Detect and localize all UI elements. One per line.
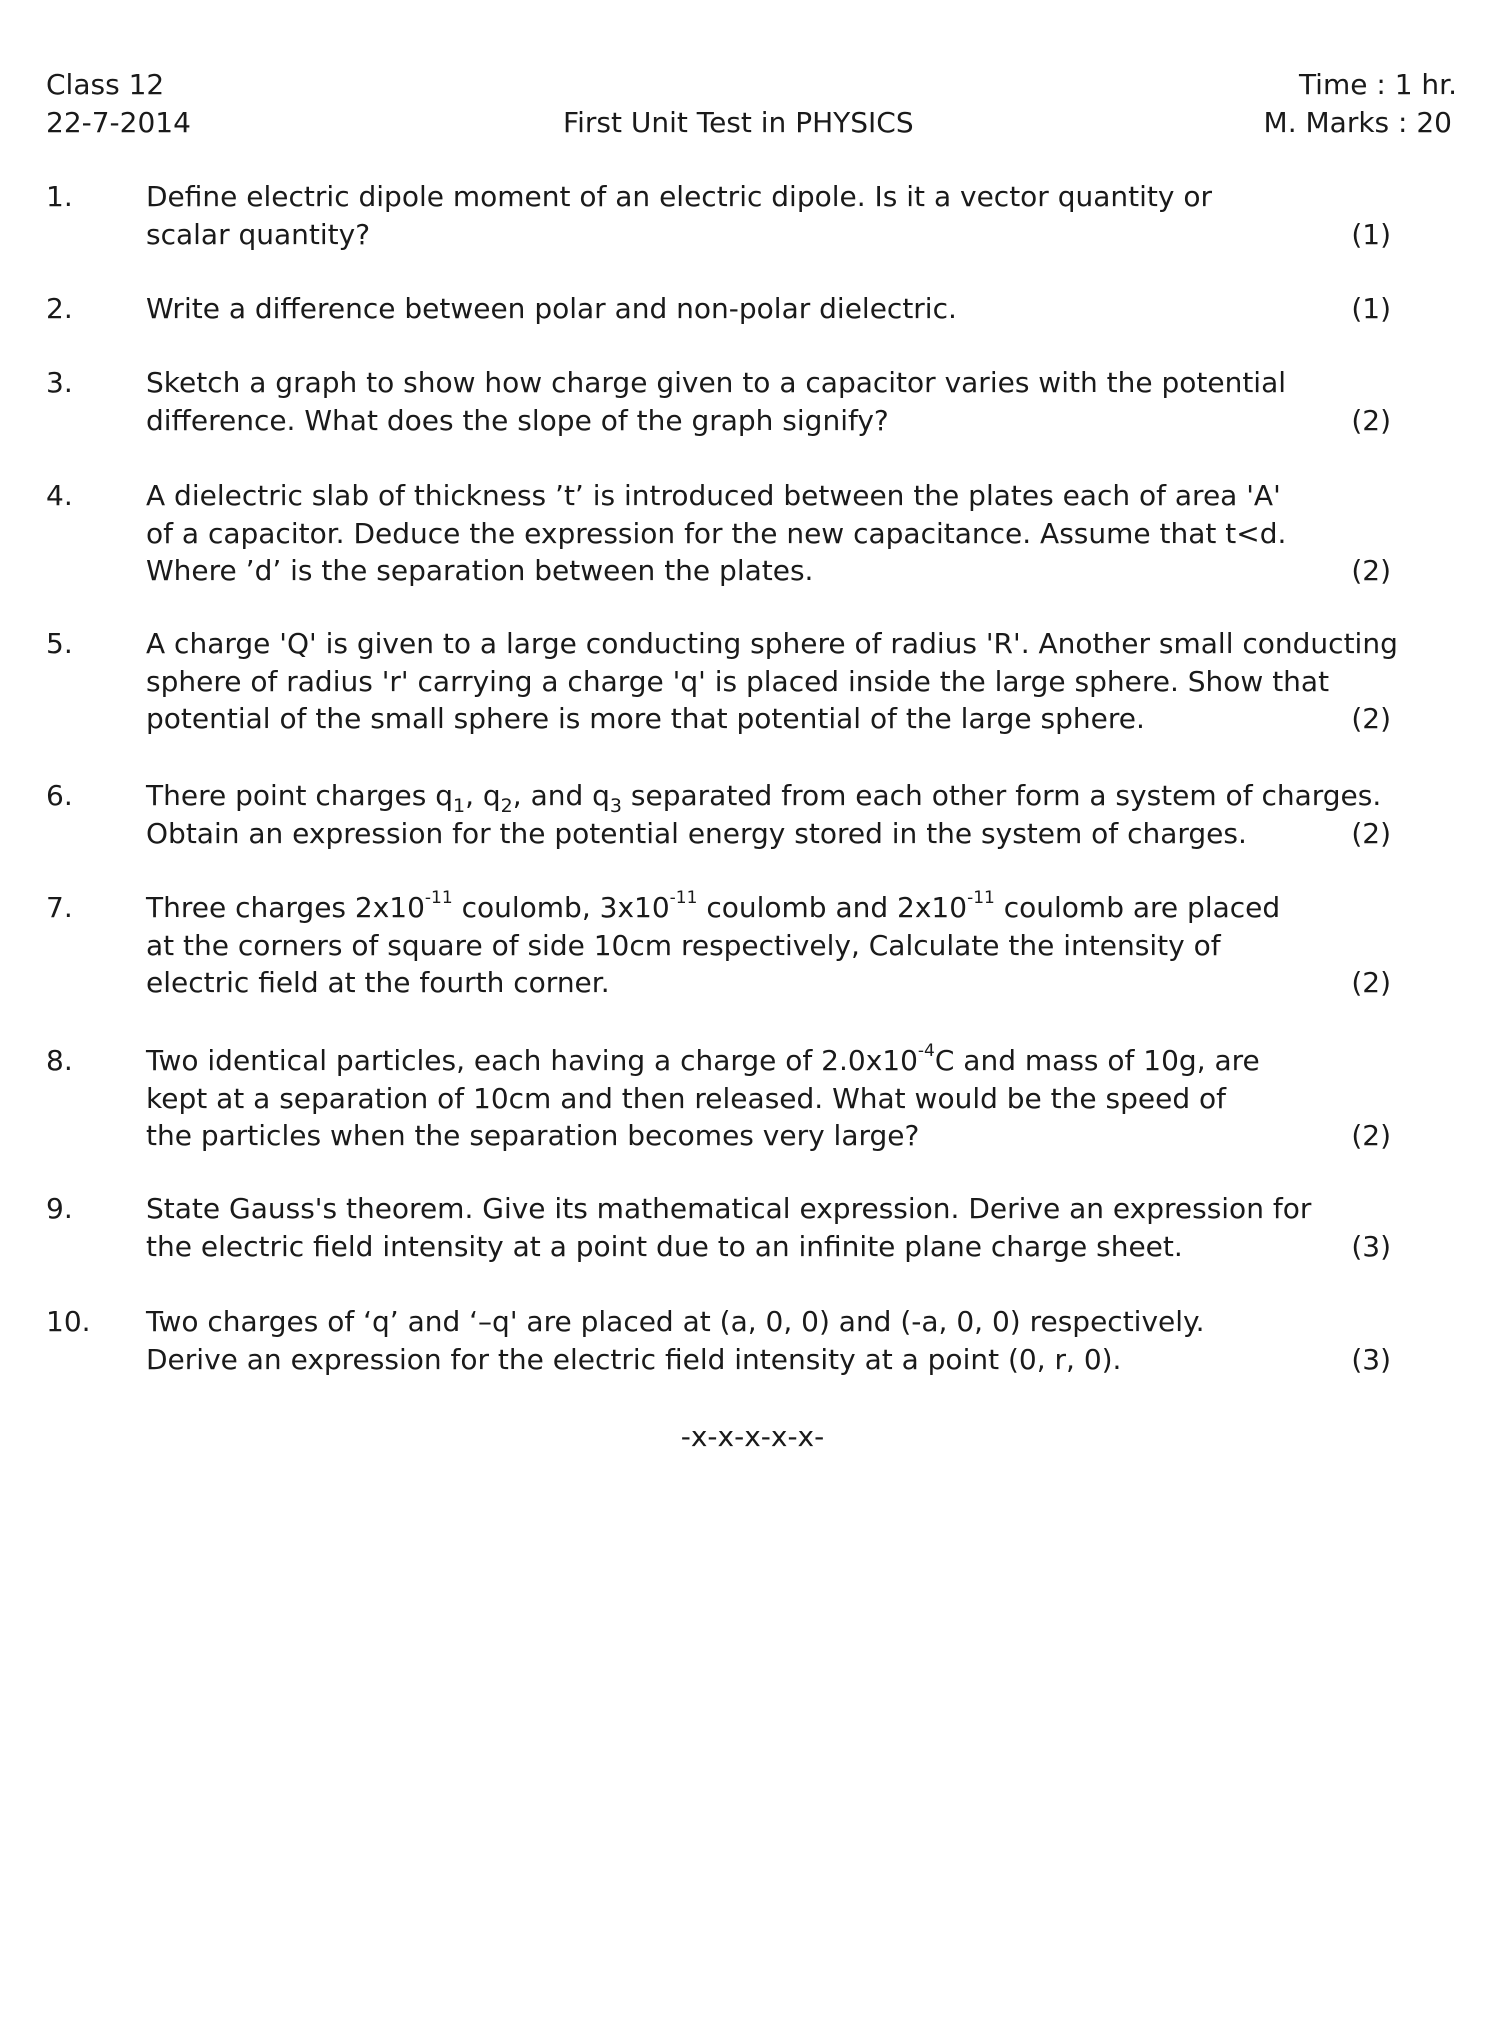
question-line: A dielectric slab of thickness ’t’ is introduced between the plates each of area 'A' (146, 479, 1281, 512)
question-line: at the corners of square of side 10cm respectively, Calculate the intensity of (146, 928, 1221, 962)
question-line: scalar quantity? (146, 217, 371, 251)
question-text (146, 625, 1398, 738)
question-line: difference. What does the slope of the graph signify? (146, 403, 889, 437)
question-number: 6. (46, 779, 73, 812)
question-line (146, 889, 1391, 927)
end-of-paper-mark: -x-x-x-x-x- (680, 1420, 825, 1453)
question-number: 4. (46, 479, 73, 512)
question-number: 5. (46, 627, 73, 660)
question-number: 10. (46, 1305, 91, 1338)
text-segment: There point charges q (146, 779, 453, 812)
question-line: A charge 'Q' is given to a large conducting sphere of radius 'R'. Another small conducting (146, 627, 1398, 660)
question-number: 1. (46, 180, 73, 213)
text-segment: coulomb and 2x10 (697, 891, 968, 924)
question-text (146, 290, 1391, 328)
question-marks: (2) (1351, 1119, 1391, 1152)
text-segment: coulomb are placed (994, 891, 1281, 924)
question-line: sphere of radius 'r' carrying a charge 'q' is placed inside the large sphere. Show that (146, 664, 1330, 698)
question-marks: (3) (1351, 1229, 1391, 1263)
superscript: -11 (967, 888, 995, 908)
question-number: 7. (46, 891, 73, 924)
subscript: 3 (609, 795, 623, 817)
question-marks: (2) (1351, 554, 1391, 587)
superscript: -11 (424, 888, 453, 908)
subscript: 2 (500, 795, 513, 817)
superscript: -11 (669, 888, 698, 908)
class-label: Class 12 (46, 68, 165, 101)
question-number: 2. (46, 292, 73, 325)
question-line: Derive an expression for the electric field intensity at a point (0, r, 0). (146, 1342, 1122, 1376)
question-number: 3. (46, 366, 73, 399)
question-line: Write a difference between polar and non-polar dielectric. (146, 292, 957, 325)
question-line: the particles when the separation becomes very large? (146, 1119, 920, 1152)
text-segment: Two identical particles, each having a charge of 2.0x10 (146, 1044, 918, 1077)
page-title: First Unit Test in PHYSICS (563, 106, 914, 139)
question-line: Where ’d’ is the separation between the plates. (146, 554, 814, 587)
question-line: State Gauss's theorem. Give its mathematical expression. Derive an expression for (146, 1192, 1312, 1225)
question-line: Sketch a graph to show how charge given to a capacitor varies with the potential (146, 366, 1287, 399)
question-marks: (2) (1351, 816, 1391, 850)
question-line: electric field at the fourth corner. (146, 966, 610, 999)
question-marks: (2) (1351, 966, 1391, 999)
question-line: of a capacitor. Deduce the expression for the new capacitance. Assume that t<d. (146, 516, 1287, 550)
subscript: 1 (453, 795, 466, 817)
question-marks: (1) (1351, 292, 1391, 325)
question-line: Two charges of ‘q’ and ‘–q' are placed at (a, 0, 0) and (-a, 0, 0) respectively. (146, 1305, 1205, 1338)
question-line: Define electric dipole moment of an electric dipole. Is it a vector quantity or (146, 180, 1212, 213)
question-text (146, 364, 1391, 439)
question-line: kept at a separation of 10cm and then released. What would be the speed of (146, 1081, 1227, 1115)
question-line: the electric field intensity at a point due to an infinite plane charge sheet. (146, 1229, 1183, 1263)
time-allowed: Time : 1 hr. (1298, 68, 1457, 101)
text-segment: , q (465, 779, 501, 812)
question-text (146, 178, 1391, 253)
question-text (146, 889, 1391, 1002)
question-text (146, 477, 1391, 590)
question-text (146, 1303, 1391, 1378)
question-text (146, 1042, 1391, 1155)
text-segment: coulomb, 3x10 (452, 891, 670, 924)
text-segment: Three charges 2x10 (146, 891, 425, 924)
maximum-marks: M. Marks : 20 (1263, 106, 1452, 139)
text-segment: C and mass of 10g, are (934, 1044, 1260, 1077)
question-number: 8. (46, 1044, 73, 1077)
exam-date: 22-7-2014 (46, 106, 191, 139)
superscript: -4 (917, 1041, 935, 1061)
text-segment: separated from each other form a system of charges. (622, 779, 1382, 812)
question-number: 9. (46, 1192, 73, 1225)
question-marks: (3) (1351, 1342, 1391, 1376)
question-marks: (2) (1351, 702, 1391, 735)
question-line: potential of the small sphere is more that potential of the large sphere. (146, 702, 1145, 735)
question-marks: (2) (1351, 403, 1391, 437)
text-segment: , and q (512, 779, 610, 812)
question-text (146, 1190, 1391, 1265)
question-line: Obtain an expression for the potential energy stored in the system of charges. (146, 816, 1247, 850)
question-line (146, 777, 1391, 815)
question-text (146, 777, 1391, 852)
question-marks: (1) (1351, 217, 1391, 251)
question-line (146, 1042, 1391, 1080)
